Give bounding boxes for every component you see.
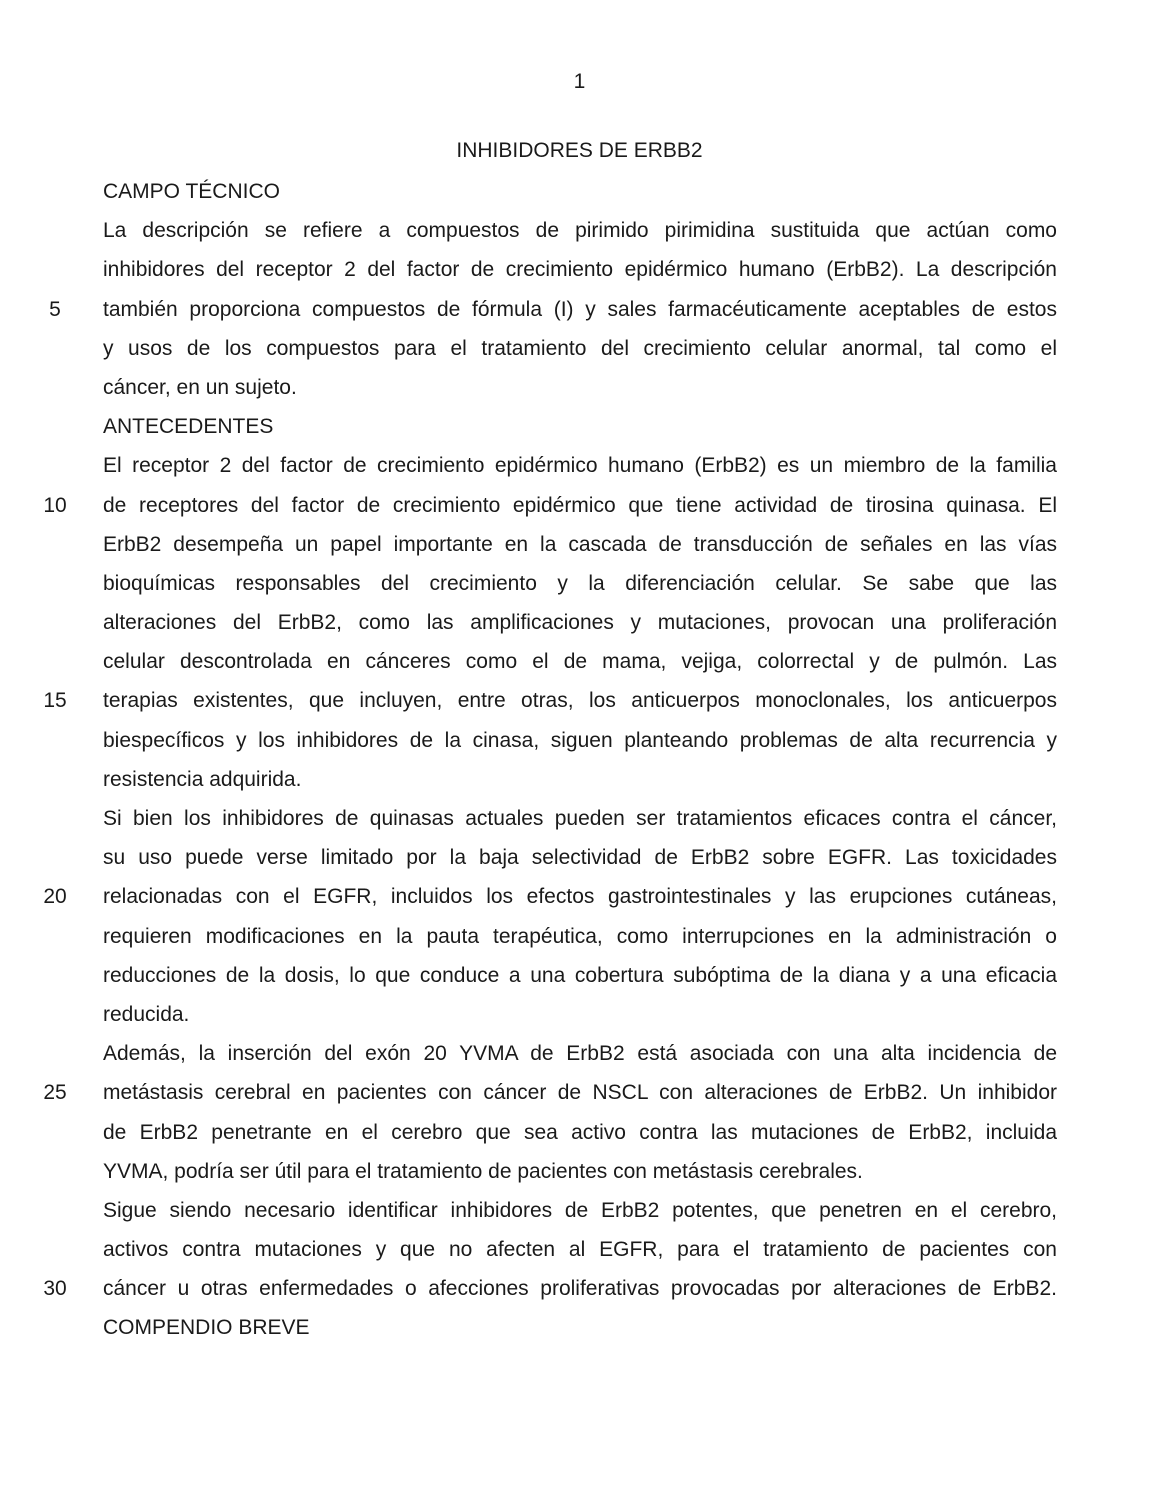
text-line xyxy=(0,760,1159,799)
line-text: relacionadas con el EGFR, incluidos los efectos gastrointestinales y las erupciones cutáneas, xyxy=(103,885,1057,909)
text-line xyxy=(0,329,1159,368)
text-line xyxy=(0,1152,1159,1191)
line-text: celular descontrolada en cánceres como el de mama, vejiga, colorrectal y de pulmón. Las xyxy=(103,650,1057,674)
text-line xyxy=(0,172,1159,211)
text-line xyxy=(0,525,1159,564)
text-line xyxy=(0,1308,1159,1347)
line-text: cáncer u otras enfermedades o afecciones proliferativas provocadas por alteraciones de ErbB2. xyxy=(103,1277,1057,1301)
line-text: ErbB2 desempeña un papel importante en la cascada de transducción de señales en las vías xyxy=(103,532,1057,556)
line-number: 10 xyxy=(43,493,67,517)
line-text: El receptor 2 del factor de crecimiento epidérmico humano (ErbB2) es un miembro de la familia xyxy=(103,454,1057,478)
line-number: 30 xyxy=(43,1277,67,1301)
text-line xyxy=(0,956,1159,995)
line-text: ANTECEDENTES xyxy=(103,415,274,439)
text-line xyxy=(0,1073,1159,1112)
text-line xyxy=(0,368,1159,407)
text-line xyxy=(0,917,1159,956)
line-text: biespecíficos y los inhibidores de la cinasa, siguen planteando problemas de alta recurrencia y xyxy=(103,728,1057,752)
line-number: 15 xyxy=(43,689,67,713)
line-text: resistencia adquirida. xyxy=(103,767,302,791)
line-text: activos contra mutaciones y que no afecten al EGFR, para el tratamiento de pacientes con xyxy=(103,1238,1057,1262)
line-text: terapias existentes, que incluyen, entre otras, los anticuerpos monoclonales, los anticuerpos xyxy=(103,689,1057,713)
line-text: alteraciones del ErbB2, como las amplificaciones y mutaciones, provocan una proliferación xyxy=(103,611,1057,635)
line-text: COMPENDIO BREVE xyxy=(103,1316,310,1340)
line-text: CAMPO TÉCNICO xyxy=(103,180,280,203)
line-text: su uso puede verse limitado por la baja selectividad de ErbB2 sobre EGFR. Las toxicidades xyxy=(103,846,1057,870)
line-text: metástasis cerebral en pacientes con cáncer de NSCL con alteraciones de ErbB2. Un inhibidor xyxy=(103,1081,1057,1105)
text-line xyxy=(0,564,1159,603)
line-text: bioquímicas responsables del crecimiento y la diferenciación celular. Se sabe que las xyxy=(103,571,1057,595)
text-line xyxy=(0,446,1159,485)
line-text: de receptores del factor de crecimiento epidérmico que tiene actividad de tirosina quinasa. El xyxy=(103,493,1057,517)
line-text: reducciones de la dosis, lo que conduce a una cobertura subóptima de la diana y a una eficacia xyxy=(103,963,1057,987)
text-line xyxy=(0,799,1159,838)
text-line xyxy=(0,1034,1159,1073)
line-text: inhibidores del receptor 2 del factor de crecimiento epidérmico humano (ErbB2). La descripción xyxy=(103,258,1057,282)
line-number: 20 xyxy=(43,885,67,909)
text-line xyxy=(0,603,1159,642)
text-line xyxy=(0,211,1159,250)
line-text: reducida. xyxy=(103,1002,190,1026)
line-text: requieren modificaciones en la pauta terapéutica, como interrupciones en la administración o xyxy=(103,924,1057,948)
text-line xyxy=(0,1113,1159,1152)
line-text: Sigue siendo necesario identificar inhibidores de ErbB2 potentes, que penetren en el cerebro, xyxy=(103,1198,1057,1222)
line-text: cáncer, en un sujeto. xyxy=(103,375,297,399)
text-line xyxy=(0,407,1159,446)
text-line xyxy=(0,1269,1159,1308)
line-number: 25 xyxy=(43,1081,67,1105)
text-line xyxy=(0,642,1159,681)
text-line xyxy=(0,250,1159,289)
document-title: INHIBIDORES DE ERBB2 xyxy=(456,139,703,162)
line-text: Además, la inserción del exón 20 YVMA de ErbB2 está asociada con una alta incidencia de xyxy=(103,1042,1057,1066)
line-number: 5 xyxy=(49,297,61,321)
document-body xyxy=(0,172,1159,1348)
text-line xyxy=(0,838,1159,877)
line-text: y usos de los compuestos para el tratamiento del crecimiento celular anormal, tal como el xyxy=(103,336,1057,360)
text-line xyxy=(0,290,1159,329)
page-number: 1 xyxy=(573,70,586,93)
text-line xyxy=(0,1230,1159,1269)
text-line xyxy=(0,1191,1159,1230)
line-text: YVMA, podría ser útil para el tratamiento de pacientes con metástasis cerebrales. xyxy=(103,1159,863,1183)
text-line xyxy=(0,721,1159,760)
line-text: Si bien los inhibidores de quinasas actuales pueden ser tratamientos eficaces contra el cáncer, xyxy=(103,807,1057,830)
text-line xyxy=(0,486,1159,525)
line-text: de ErbB2 penetrante en el cerebro que sea activo contra las mutaciones de ErbB2, incluida xyxy=(103,1120,1057,1144)
text-line xyxy=(0,681,1159,720)
line-text: también proporciona compuestos de fórmula (I) y sales farmacéuticamente aceptables de estos xyxy=(103,297,1057,321)
text-line xyxy=(0,877,1159,916)
text-line xyxy=(0,995,1159,1034)
line-text: La descripción se refiere a compuestos de pirimido pirimidina sustituida que actúan como xyxy=(103,219,1057,243)
